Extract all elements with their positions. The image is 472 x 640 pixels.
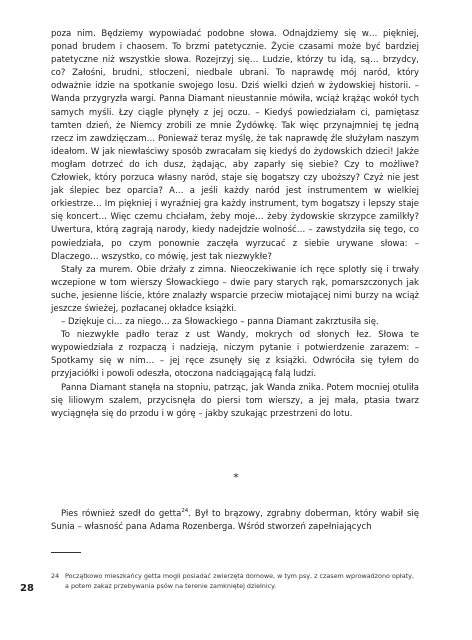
footnote-number: 24	[51, 572, 60, 580]
paragraph-1: poza nim. Będziemy wypowiadać podobne słowa. Odnajdziemy się w… piękniej, ponad brudem i chaosem. To brzmi patetycznie. Życie czasami może być bardziej patetyczne niż wszystkie słowa. Rozejrzyj się… Ludzie, którzy tu idą, są… brzydcy, co? Załośni, brudni, stłoczeni, niedbale ubrani. To naprawdę mój naród, który odważnie idzie na spotkanie swojego losu. Dziś wielki dzień w żydowskiej historii. – Wanda przygryzła wargi. Panna Diamant nieustannie mówiła, wciąż krążąc wokół tych samych myśli. Łzy ciągle płynęły z jej oczu. – Kiedyś powiedziałam ci, pamiętasz tamten dzień, że Niemcy zrobili ze mnie Żydówkę. Tak więc przynajmniej tę jedną rzecz im zawdzięczam… Ponieważ teraz myślę, że tak naprawdę źle służyłam naszym ideałom. W jak niewłaściwy sposób zwracałam się kiedyś do żydowskich dzieci! Jakże mogłam dotrzeć do ich dusz, żądając, aby zaparły się siebie? Czy to możliwe? Człowiek, który porzuca własny naród, staje się bogatszy czy uboższy? Czyż nie jest jak ślepiec bez oparcia? A… a jeśli każdy naród jest instrumentem w wielkiej orkiestrze… Im piękniej i wyraźniej gra każdy instrument, tym bogatszy i lepszy staje się koncert… Więc czemu chciałam, żeby moje… żeby żydowskie skrzypce zamilkły? Uwertura, którą zagrają narody, kiedy nadejdzie wolność… – zawstydziła się tego, co powiedziała, po czym ponownie zaczęła wyrzucać z siebie urywane słowa: – Dlaczego… wszystko, co mówię, jest tak niezwykłe?	[51, 29, 419, 262]
main-text	[51, 28, 419, 421]
footnote-text: Początkowo mieszkańcy getta mogli posiadać zwierzęta domowe, w tym psy, z czasem wprowadzono opłaty, a potem zakaz przebywania psów na terenie zamkniętej dzielnicy.	[65, 572, 414, 590]
paragraph-2: Stały za murem. Obie drżały z zimna. Nieoczekiwanie ich ręce splotły się i trwały wczepione w tom wierszy Słowackiego – dwie pary starych rąk, pomarszczonych jak suche, jesienne liście, które znalazły wsparcie przeciw miotającej nimi burzy na wciąż jeszcze świeżej, pozłacanej okładce książki.	[51, 264, 419, 314]
paragraph-5: Panna Diamant stanęła na stopniu, patrząc, jak Wanda znika. Potem mocniej otuliła się liliowym szalem, przycisnęła do piersi tom wierszy, a jej mała, ptasia twarz wyciągnęła się do przodu i w górę – jakby szukając przestrzeni do lotu.	[51, 382, 419, 419]
footnote-rule	[51, 552, 81, 553]
paragraph-6-rest: . Był to brązowy, zgrabny doberman, który wabił się Sunia – własność pana Adama Rozenberga. Wśród stworzeń zapełniających	[51, 509, 419, 533]
paragraph-6-start: Pies również szedł do getta	[61, 509, 182, 519]
section-separator: *	[233, 471, 239, 484]
section-text	[51, 508, 419, 534]
paragraph-6	[51, 508, 419, 534]
paragraph-3: – Dziękuje ci… za niego… za Słowackiego – panna Diamant zakrztusiła się.	[61, 317, 379, 328]
footnote	[51, 571, 419, 591]
paragraph-4: To niezwykłe padło teraz z ust Wandy, mokrych od słonych łez. Słowa te wypowiedziała z rozpaczą i nadzieją, niczym pytanie i potwierdzenie zarazem: – Spotkamy się w nim… – jej ręce zsunęły się z książki. Odwróciła się tyłem do przyjaciółki i powoli odeszła, otoczona nadciągającą falą ludzi.	[51, 330, 419, 380]
page-number: 28	[20, 583, 34, 594]
footnote-reference[interactable]: 24	[181, 508, 189, 514]
